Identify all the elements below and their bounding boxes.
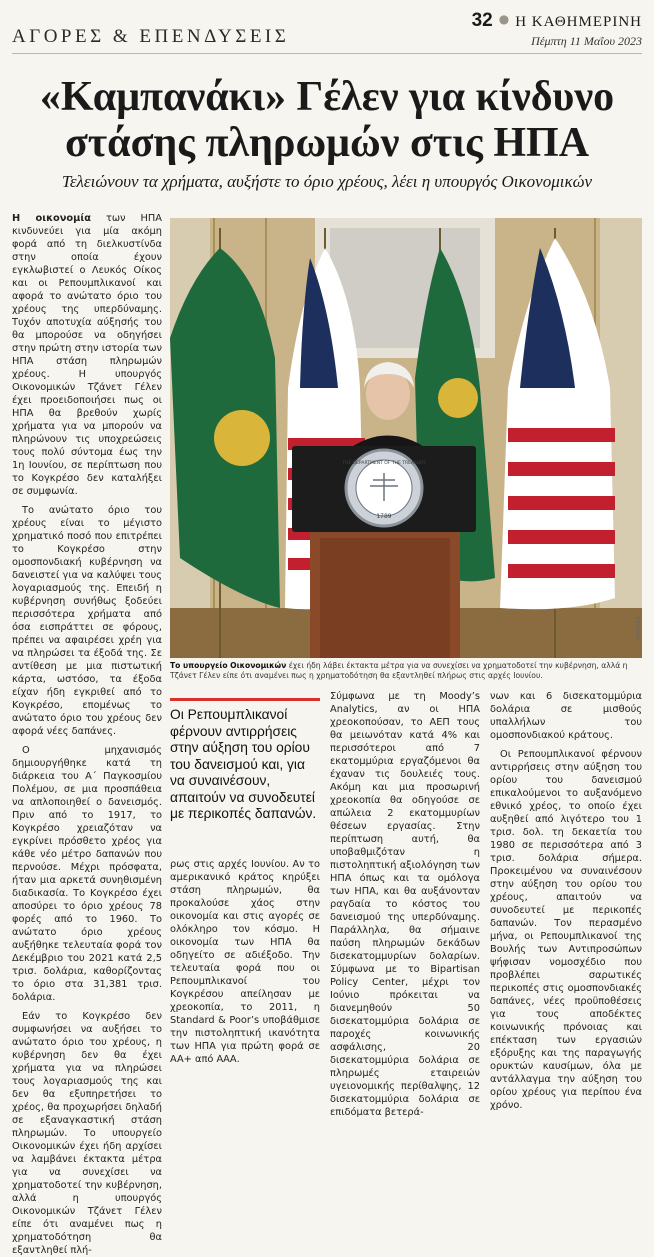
newspaper-name: Η ΚΑΘΗΜΕΡΙΝΗ	[515, 14, 642, 30]
photo-caption	[170, 661, 642, 681]
body-paragraph: νων και 6 δισεκατομμύρια δολάρια σε μισθούς υπαλλήλων του ομοσπονδιακού κράτους.	[490, 691, 642, 741]
page-number: 32	[471, 10, 493, 31]
yellen-podium-illustration	[170, 218, 642, 658]
seal-text: THE DEPARTMENT OF THE TREASURY	[342, 461, 426, 466]
body-paragraph: Το ανώτατο όριο του χρέους είναι το μέγιστο χρηματικό ποσό που επιτρέπει το Κογκρέσο στην ομοσπονδιακή κυβέρνηση να δανειστεί για να καλύψει τους λογαριασμούς της. Επειδή η κυβέρνηση συνήθως ξοδεύει περισσότερα χρήματα από όσα εισπράττει σε φόρους, πρέπει να αφαιρέσει χρέη για να πληρώσει τα έξοδά της. Σε αντίθεση με μια πιστωτική κάρτα, ωστόσο, τα έξοδα είχαν ήδη εγκριθεί από το Κογκρέσο, επομένως το ανώτατο όριο του χρέους δεν αφορά νέες δαπάνες.	[12, 505, 162, 737]
body-paragraph: Οι Ρεπουμπλικανοί φέρνουν αντιρρήσεις στην αύξηση του ορίου του δανεισμού επικαλούμενοι το αυξανόμενο εθνικό χρέος, το οποίο έχει αυξηθεί από λιγότερο του 1 τρισ. δολ. τη δεκαετία του 1980 σε περισσότερα από 3 τρισ. δολάρια σήμερα. Προκειμένου να συναινέσουν στην αύξηση του ορίου του χρέους, απαιτούν να συνοδευτεί με περικοπές δαπανών. Τον περασμένο μήνα, οι Ρεπουμπλικανοί της Βουλής των Αντιπροσώπων ψήφισαν νομοσχέδιο που προβλέπει σαρωτικές περικοπές στις ομοσπονδιακές δαπάνες, νέες προϋποθέσεις για τους αποδέκτες κοινωνικής πρόνοιας και επέκταση των εργασιών εξόρυξης και της παραγωγής ορυκτών καυσίμων, όλα με αντάλλαγμα την αύξηση του ορίου χρέους για περίπου ένα χρόνο.	[490, 749, 642, 1111]
seal-year: 1789	[376, 513, 392, 520]
body-paragraph: Ο μηχανισμός δημιουργήθηκε κατά τη διάρκεια του Α΄ Παγκοσμίου Πολέμου, σε μια προσπάθεια να απλοποιηθεί ο δανεισμός. Πριν από το 1917, το Κογκρέσο χρειαζόταν να εγκρίνει πρόσθετο χρέος για κάθε νέο μέτρο δαπανών που περνούσε. Μέχρι πρόσφατα, ήταν μια αρκετά συνηθισμένη διαδικασία. Το Κογκρέσο έχει αποσύρει το όριο χρέους 78 φορές από το 1960. Το ανώτατο όριο χρέους αυξήθηκε τελευταία φορά τον Δεκέμβριο του 2021 κατά 2,5 τρισ. δολάρια, καθορίζοντας το όριο στα 31,381 τρισ. δολάρια.	[12, 745, 162, 1003]
page-info	[472, 10, 642, 49]
separator-dot: ●	[498, 12, 510, 26]
issue-date: Πέμπτη 11 Μαΐου 2023	[531, 34, 642, 48]
caption-text: έχει ήδη λάβει έκτακτα μέτρα για να συνεχίσει να χρηματοδοτεί την κυβέρνηση, αλλά η Τζάνετ Γέλεν είπε ότι αναμένει πως η χρηματοδότηση θα εξαντληθεί πλήρως στις αρχές Ιουνίου.	[170, 661, 628, 680]
article-column-2	[170, 858, 320, 1065]
body-paragraph: ρως στις αρχές Ιουνίου. Αν το αμερικανικό κράτος κηρύξει στάση πληρωμών, θα προκαλούσε χάος στην οικονομία και στις αγορές σε ολόκληρο τον κόσμο. Η οικονομία των ΗΠΑ θα οδηγείτο σε αδιέξοδο. Την τελευταία φορά που οι Ρεπουμπλικανοί του Κογκρέσου απείλησαν με χρεοκοπία, το 2011, η Standard & Poor’s υποβάθμισε την πιστοληπτική ικανότητα των ΗΠΑ για πρώτη φορά σε AA+ από ΑΑΑ.	[170, 859, 320, 1065]
subheadline: Τελειώνουν τα χρήματα, αυξήστε το όριο χρέους, λέει η υπουργός Οικονομικών	[61, 172, 593, 191]
article-column-4	[490, 690, 642, 1111]
podium	[292, 446, 476, 658]
body-paragraph: Εάν το Κογκρέσο δεν συμφωνήσει να αυξήσει το ανώτατο όριο του χρέους, η κυβέρνηση δεν θα έχει χρήματα για να πληρώσει τους λογαριασμούς της και δεν θα εξυπηρετήσει το χρέος, θα προχωρήσει δηλαδή σε εξαναγκαστική στάση πληρωμών. Το υπουργείο Οικονομικών έχει ήδη αρχίσει να λαμβάνει έκτακτα μέτρα για να συνεχίσει να χρηματοδοτεί την κυβέρνηση, αλλά η υπουργός Οικονομικών Τζάνετ Γέλεν είπε ότι αναμένει πως η χρηματοδότηση θα εξαντληθεί πλή-	[12, 1011, 162, 1256]
article-column-1	[12, 212, 162, 1256]
caption-lead: Το υπουργείο Οικονομικών	[170, 661, 287, 670]
headline	[0, 74, 654, 166]
headline-line-2: στάσης πληρωμών στις ΗΠΑ	[64, 120, 590, 166]
section-name: ΑΓΟΡΕΣ & ΕΠΕΝΔΥΣΕΙΣ	[12, 26, 290, 47]
pull-quote: Οι Ρεπουμπλικανοί φέρνουν αντιρρήσεις στην αύξηση του ορίου του δανεισμού και, για να συναινέσουν, απαιτούν να συνοδευτεί με περικοπές δαπανών.	[170, 698, 320, 823]
headline-line-1: «Καμπανάκι» Γέλεν για κίνδυνο	[39, 74, 615, 120]
masthead	[12, 8, 642, 54]
article-column-3	[330, 690, 480, 1118]
photo-credit: REUTERS	[636, 616, 642, 640]
body-paragraph: Σύμφωνα με τη Moody’s Analytics, αν οι ΗΠΑ χρεοκοπούσαν, το ΑΕΠ τους θα μειωνόταν κατά 4% και περισσότεροι από 7 εκατομμύρια εργαζόμενοι θα έχαναν τις δουλειές τους. Ακόμη και μια προσωρινή χρεοκοπία θα οδηγούσε σε απώλεια 2 εκατομμυρίων θέσεων εργασίας. Στην περίπτωση αυτή, θα υποβαθμιζόταν η πιστοληπτική αξιολόγηση των ΗΠΑ όπως και τα ομόλογα των ΗΠΑ, και θα αυξάνονταν ραγδαία το κόστος του δανεισμού της υπερδύναμης. Παράλληλα, θα σήμαινε παύση πληρωμών δεκάδων δισεκατομμυρίων δολαρίων. Σύμφωνα με το Bipartisan Policy Center, μέχρι τον Ιούνιο πρόκειται να διανεμηθούν 50 δισεκατομμύρια δολάρια σε παροχές κοινωνικής ασφάλισης, 20 δισεκατομμύρια δολάρια σε πληρωμές εταιρειών υγειονομικής περίθαλψης, 12 δισεκατομμύρια δολάρια σε επιδόματα βετερά-	[330, 691, 480, 1118]
body-paragraph: Η οικονομία των ΗΠΑ κινδυνεύει για μία ακόμη φορά από τη διελκυστίνδα στην οποία έχουν εγκλωβιστεί ο Λευκός Οίκος και οι Ρεπουμπλικανοί και αφορά το ανώτατο όριο του χρέους της υπερδύναμης. Τυχόν αποτυχία αύξησής του θα μπορούσε να οδηγήσει στην πρώτη στην ιστορία των ΗΠΑ στάση πληρωμών χρέους. Η υπουργός Οικονομικών Τζάνετ Γέλεν έχει προειδοποιήσει πως οι ΗΠΑ θα βρεθούν χωρίς χρήματα για να μπορούν να πληρώνουν τις υποχρεώσεις τους πολύ σύντομα έως την 1η Ιουνίου, σε περίπτωση που το Κογκρέσο δεν καταλήξει σε συμφωνία.	[12, 213, 162, 497]
article-photo	[170, 218, 642, 658]
lead-in: Η οικονομία	[12, 213, 91, 224]
